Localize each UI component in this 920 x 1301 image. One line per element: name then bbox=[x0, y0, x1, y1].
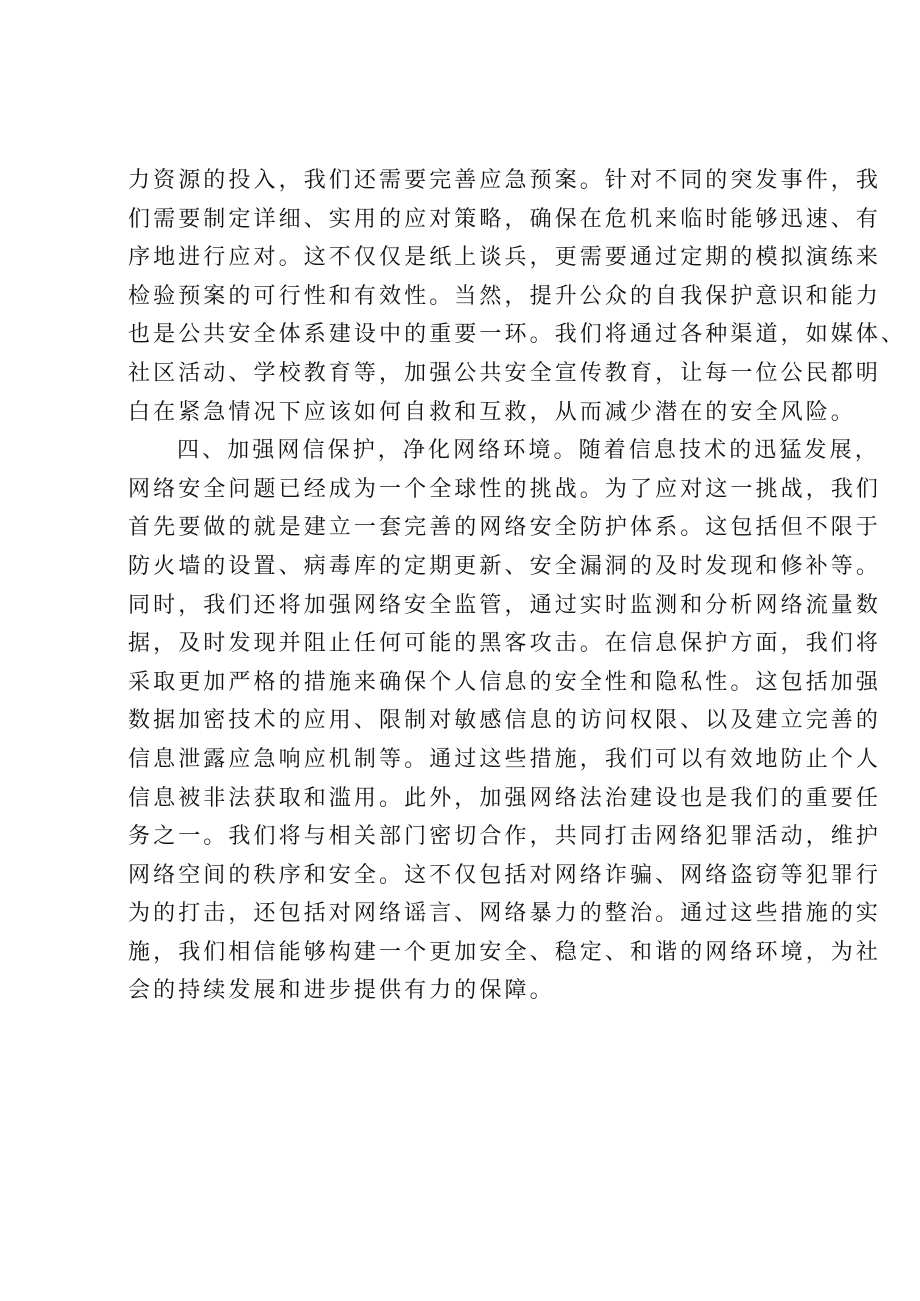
text-line: 据，及时发现并阻止任何可能的黑客攻击。在信息保护方面，我们将 bbox=[128, 631, 882, 657]
text-line: 检验预案的可行性和有效性。当然，提升公众的自我保护意识和能力 bbox=[128, 283, 882, 309]
text-line: 力资源的投入，我们还需要完善应急预案。针对不同的突发事件，我 bbox=[128, 168, 882, 193]
text-line: 社区活动、学校教育等，加强公共安全宣传教育，让每一位公民都明 bbox=[128, 360, 882, 386]
paragraph-network-security bbox=[128, 432, 882, 1011]
text-line: 数据加密技术的应用、限制对敏感信息的访问权限、以及建立完善的 bbox=[128, 708, 882, 734]
body-text bbox=[128, 162, 907, 1011]
text-line: 首先要做的就是建立一套完善的网络安全防护体系。这包括但不限于 bbox=[128, 515, 882, 541]
text-line: 白在紧急情况下应该如何自救和互救，从而减少潜在的安全风险。 bbox=[128, 399, 856, 425]
text-line: 防火墙的设置、病毒库的定期更新、安全漏洞的及时发现和修补等。 bbox=[128, 553, 882, 579]
text-line: 信息被非法获取和滥用。此外，加强网络法治建设也是我们的重要任 bbox=[128, 785, 882, 811]
text-line: 网络安全问题已经成为一个全球性的挑战。为了应对这一挑战，我们 bbox=[128, 476, 882, 502]
text-line: 们需要制定详细、实用的应对策略，确保在危机来临时能够迅速、有 bbox=[128, 206, 882, 232]
text-line: 信息泄露应急响应机制等。通过这些措施，我们可以有效地防止个人 bbox=[128, 746, 882, 772]
text-line: 采取更加严格的措施来确保个人信息的安全性和隐私性。这包括加强 bbox=[128, 669, 882, 695]
text-line: 四、加强网信保护，净化网络环境。随着信息技术的迅猛发展， bbox=[177, 438, 880, 464]
text-line: 为的打击，还包括对网络谣言、网络暴力的整治。通过这些措施的实 bbox=[128, 901, 882, 927]
text-line: 同时，我们还将加强网络安全监管，通过实时监测和分析网络流量数 bbox=[128, 592, 882, 618]
text-line: 施，我们相信能够构建一个更加安全、稳定、和谐的网络环境，为社 bbox=[128, 939, 882, 965]
paragraph-emergency-plan bbox=[128, 162, 907, 432]
text-line: 会的持续发展和进步提供有力的保障。 bbox=[128, 978, 555, 1004]
text-line: 也是公共安全体系建设中的重要一环。我们将通过各种渠道，如媒体、 bbox=[128, 322, 907, 348]
text-line: 序地进行应对。这不仅仅是纸上谈兵，更需要通过定期的模拟演练来 bbox=[128, 245, 882, 271]
text-line: 网络空间的秩序和安全。这不仅包括对网络诈骗、网络盗窃等犯罪行 bbox=[128, 862, 882, 888]
text-line: 务之一。我们将与相关部门密切合作，共同打击网络犯罪活动，维护 bbox=[128, 824, 882, 850]
